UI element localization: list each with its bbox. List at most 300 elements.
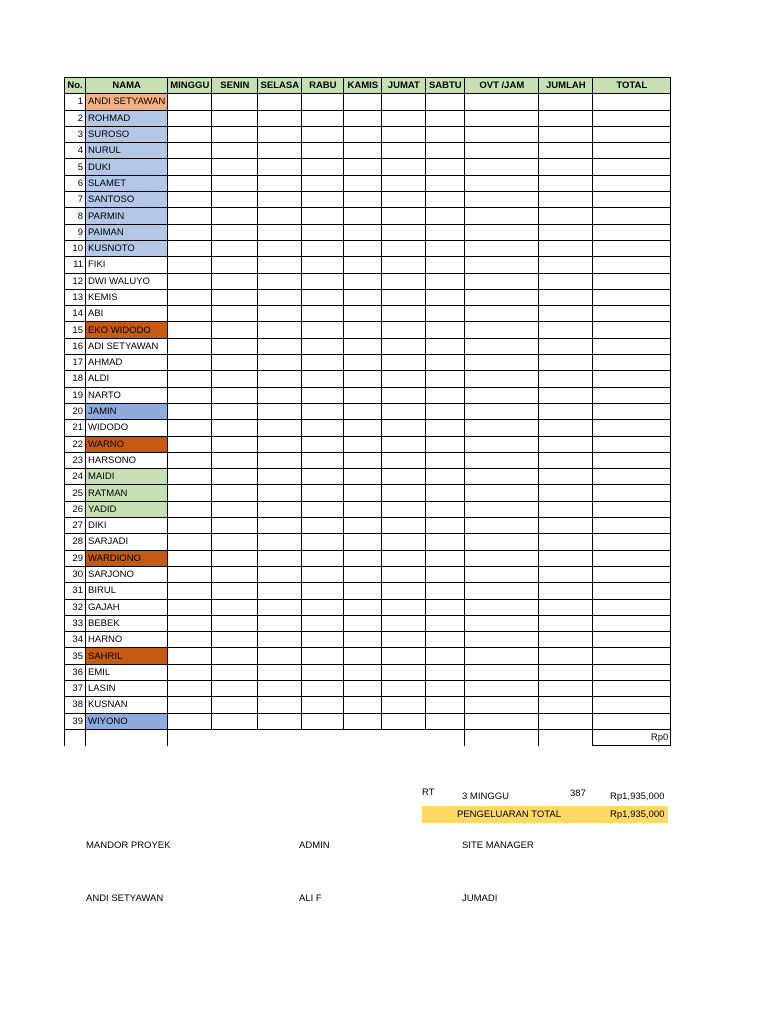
row-number[interactable]: 12	[65, 273, 86, 289]
cell-kamis[interactable]	[344, 501, 382, 517]
cell-rabu[interactable]	[302, 664, 344, 680]
cell-rabu[interactable]	[302, 648, 344, 664]
cell-minggu[interactable]	[168, 143, 212, 159]
cell-jumlah[interactable]	[539, 697, 593, 713]
cell-selasa[interactable]	[258, 240, 302, 256]
cell-total[interactable]	[593, 550, 671, 566]
row-number[interactable]: 11	[65, 257, 86, 273]
cell-selasa[interactable]	[258, 534, 302, 550]
cell-kamis[interactable]	[344, 566, 382, 582]
cell-senin[interactable]	[212, 322, 258, 338]
worker-name[interactable]: HARSONO	[86, 452, 168, 468]
header-jumlah[interactable]: JUMLAH	[539, 78, 593, 94]
cell-sabtu[interactable]	[426, 289, 465, 305]
cell-senin[interactable]	[212, 289, 258, 305]
cell-ovt-jam[interactable]	[465, 192, 539, 208]
cell-sabtu[interactable]	[426, 518, 465, 534]
cell-total[interactable]	[593, 126, 671, 142]
cell-minggu[interactable]	[168, 240, 212, 256]
cell-total[interactable]	[593, 501, 671, 517]
cell-sabtu[interactable]	[426, 501, 465, 517]
cell-selasa[interactable]	[258, 273, 302, 289]
cell-selasa[interactable]	[258, 143, 302, 159]
cell-rabu[interactable]	[302, 534, 344, 550]
cell-ovt-jam[interactable]	[465, 208, 539, 224]
cell-sabtu[interactable]	[426, 192, 465, 208]
cell-sabtu[interactable]	[426, 632, 465, 648]
cell-kamis[interactable]	[344, 403, 382, 419]
cell-sabtu[interactable]	[426, 469, 465, 485]
cell-jumat[interactable]	[382, 697, 426, 713]
cell-jumlah[interactable]	[539, 420, 593, 436]
cell-selasa[interactable]	[258, 583, 302, 599]
cell-minggu[interactable]	[168, 583, 212, 599]
cell-selasa[interactable]	[258, 713, 302, 729]
cell-total[interactable]	[593, 664, 671, 680]
row-number[interactable]: 35	[65, 648, 86, 664]
cell-kamis[interactable]	[344, 648, 382, 664]
cell-kamis[interactable]	[344, 110, 382, 126]
cell-jumlah[interactable]	[539, 338, 593, 354]
cell-jumat[interactable]	[382, 126, 426, 142]
row-number[interactable]: 38	[65, 697, 86, 713]
cell-senin[interactable]	[212, 729, 258, 745]
cell-rabu[interactable]	[302, 306, 344, 322]
cell-total[interactable]	[593, 713, 671, 729]
cell-rabu[interactable]	[302, 729, 344, 745]
cell-rabu[interactable]	[302, 452, 344, 468]
cell-kamis[interactable]	[344, 485, 382, 501]
cell-selasa[interactable]	[258, 648, 302, 664]
worker-name[interactable]: GAJAH	[86, 599, 168, 615]
cell-sabtu[interactable]	[426, 273, 465, 289]
row-number[interactable]: 24	[65, 469, 86, 485]
cell-sabtu[interactable]	[426, 159, 465, 175]
cell-rabu[interactable]	[302, 175, 344, 191]
cell-minggu[interactable]	[168, 403, 212, 419]
cell-sabtu[interactable]	[426, 713, 465, 729]
cell-total[interactable]	[593, 534, 671, 550]
cell-kamis[interactable]	[344, 550, 382, 566]
cell-ovt-jam[interactable]	[465, 273, 539, 289]
cell-jumat[interactable]	[382, 452, 426, 468]
cell-jumat[interactable]	[382, 485, 426, 501]
cell-kamis[interactable]	[344, 420, 382, 436]
cell-total[interactable]	[593, 387, 671, 403]
cell-senin[interactable]	[212, 664, 258, 680]
cell-senin[interactable]	[212, 126, 258, 142]
cell-ovt-jam[interactable]	[465, 403, 539, 419]
cell-jumlah[interactable]	[539, 469, 593, 485]
cell-sabtu[interactable]	[426, 306, 465, 322]
worker-name[interactable]: SARJONO	[86, 566, 168, 582]
cell-senin[interactable]	[212, 518, 258, 534]
cell-sabtu[interactable]	[426, 240, 465, 256]
cell-senin[interactable]	[212, 697, 258, 713]
cell-ovt-jam[interactable]	[465, 485, 539, 501]
cell-rabu[interactable]	[302, 713, 344, 729]
cell-selasa[interactable]	[258, 469, 302, 485]
row-number[interactable]: 30	[65, 566, 86, 582]
cell-senin[interactable]	[212, 713, 258, 729]
cell-jumat[interactable]	[382, 566, 426, 582]
cell-rabu[interactable]	[302, 143, 344, 159]
cell-jumlah[interactable]	[539, 485, 593, 501]
cell-jumat[interactable]	[382, 338, 426, 354]
cell-rabu[interactable]	[302, 599, 344, 615]
cell-jumat[interactable]	[382, 355, 426, 371]
cell-rabu[interactable]	[302, 680, 344, 696]
cell-ovt-jam[interactable]	[465, 501, 539, 517]
row-number[interactable]: 1	[65, 94, 86, 110]
row-number[interactable]: 13	[65, 289, 86, 305]
worker-name[interactable]: MAIDI	[86, 469, 168, 485]
cell-selasa[interactable]	[258, 452, 302, 468]
cell-jumat[interactable]	[382, 680, 426, 696]
cell-total[interactable]	[593, 599, 671, 615]
cell-kamis[interactable]	[344, 355, 382, 371]
cell-jumat[interactable]	[382, 599, 426, 615]
row-number[interactable]: 28	[65, 534, 86, 550]
header-ovt-jam[interactable]: OVT /JAM	[465, 78, 539, 94]
cell-rabu[interactable]	[302, 338, 344, 354]
cell-selasa[interactable]	[258, 420, 302, 436]
row-number[interactable]: 17	[65, 355, 86, 371]
header-senin[interactable]: SENIN	[212, 78, 258, 94]
cell-senin[interactable]	[212, 175, 258, 191]
cell-total[interactable]	[593, 306, 671, 322]
cell-senin[interactable]	[212, 615, 258, 631]
worker-name[interactable]: WARDIONO	[86, 550, 168, 566]
worker-name[interactable]: JAMIN	[86, 403, 168, 419]
cell-jumat[interactable]	[382, 208, 426, 224]
row-number[interactable]	[65, 729, 86, 745]
cell-sabtu[interactable]	[426, 355, 465, 371]
header-nama[interactable]: NAMA	[86, 78, 168, 94]
cell-jumat[interactable]	[382, 518, 426, 534]
cell-sabtu[interactable]	[426, 371, 465, 387]
cell-rabu[interactable]	[302, 518, 344, 534]
cell-rabu[interactable]	[302, 436, 344, 452]
cell-minggu[interactable]	[168, 192, 212, 208]
cell-minggu[interactable]	[168, 469, 212, 485]
cell-total[interactable]	[593, 648, 671, 664]
cell-sabtu[interactable]	[426, 224, 465, 240]
cell-jumlah[interactable]	[539, 615, 593, 631]
cell-jumat[interactable]	[382, 322, 426, 338]
cell-selasa[interactable]	[258, 192, 302, 208]
cell-total[interactable]	[593, 273, 671, 289]
cell-jumlah[interactable]	[539, 387, 593, 403]
cell-selasa[interactable]	[258, 110, 302, 126]
cell-total[interactable]	[593, 632, 671, 648]
cell-jumat[interactable]	[382, 501, 426, 517]
worker-name[interactable]	[86, 729, 168, 745]
worker-name[interactable]: SUROSO	[86, 126, 168, 142]
cell-rabu[interactable]	[302, 501, 344, 517]
cell-jumlah[interactable]	[539, 126, 593, 142]
cell-senin[interactable]	[212, 257, 258, 273]
cell-minggu[interactable]	[168, 387, 212, 403]
worker-name[interactable]: KUSNAN	[86, 697, 168, 713]
cell-total[interactable]	[593, 452, 671, 468]
cell-jumat[interactable]	[382, 729, 426, 745]
cell-total[interactable]	[593, 322, 671, 338]
cell-ovt-jam[interactable]	[465, 110, 539, 126]
cell-sabtu[interactable]	[426, 648, 465, 664]
cell-selasa[interactable]	[258, 615, 302, 631]
cell-kamis[interactable]	[344, 371, 382, 387]
cell-selasa[interactable]	[258, 518, 302, 534]
cell-minggu[interactable]	[168, 664, 212, 680]
cell-jumlah[interactable]	[539, 289, 593, 305]
grand-total-label[interactable]: PENGELUARAN TOTAL	[457, 809, 562, 820]
cell-minggu[interactable]	[168, 420, 212, 436]
cell-sabtu[interactable]	[426, 208, 465, 224]
worker-name[interactable]: SARJADI	[86, 534, 168, 550]
cell-jumlah[interactable]	[539, 143, 593, 159]
cell-rabu[interactable]	[302, 192, 344, 208]
cell-selasa[interactable]	[258, 159, 302, 175]
row-number[interactable]: 31	[65, 583, 86, 599]
cell-minggu[interactable]	[168, 338, 212, 354]
cell-jumat[interactable]	[382, 371, 426, 387]
cell-total[interactable]	[593, 485, 671, 501]
cell-selasa[interactable]	[258, 208, 302, 224]
cell-kamis[interactable]	[344, 143, 382, 159]
worker-name[interactable]: ROHMAD	[86, 110, 168, 126]
cell-sabtu[interactable]	[426, 126, 465, 142]
cell-minggu[interactable]	[168, 518, 212, 534]
cell-senin[interactable]	[212, 680, 258, 696]
worker-name[interactable]: WARNO	[86, 436, 168, 452]
cell-minggu[interactable]	[168, 273, 212, 289]
cell-rabu[interactable]	[302, 485, 344, 501]
cell-jumlah[interactable]	[539, 566, 593, 582]
cell-ovt-jam[interactable]	[465, 518, 539, 534]
row-number[interactable]: 39	[65, 713, 86, 729]
cell-sabtu[interactable]	[426, 729, 465, 745]
cell-minggu[interactable]	[168, 110, 212, 126]
weeks-label[interactable]: 3 MINGGU	[462, 791, 509, 802]
cell-senin[interactable]	[212, 403, 258, 419]
cell-jumlah[interactable]	[539, 94, 593, 110]
cell-jumat[interactable]	[382, 615, 426, 631]
cell-total[interactable]	[593, 208, 671, 224]
header-sabtu[interactable]: SABTU	[426, 78, 465, 94]
cell-kamis[interactable]	[344, 175, 382, 191]
cell-ovt-jam[interactable]	[465, 257, 539, 273]
cell-jumat[interactable]	[382, 436, 426, 452]
cell-jumat[interactable]	[382, 94, 426, 110]
cell-kamis[interactable]	[344, 192, 382, 208]
cell-rabu[interactable]	[302, 257, 344, 273]
cell-senin[interactable]	[212, 566, 258, 582]
cell-selasa[interactable]	[258, 338, 302, 354]
row-number[interactable]: 20	[65, 403, 86, 419]
cell-senin[interactable]	[212, 632, 258, 648]
cell-senin[interactable]	[212, 534, 258, 550]
cell-minggu[interactable]	[168, 729, 212, 745]
cell-jumat[interactable]	[382, 240, 426, 256]
cell-kamis[interactable]	[344, 518, 382, 534]
cell-jumlah[interactable]	[539, 680, 593, 696]
row-number[interactable]: 27	[65, 518, 86, 534]
cell-kamis[interactable]	[344, 159, 382, 175]
worker-name[interactable]: DIKI	[86, 518, 168, 534]
cell-ovt-jam[interactable]	[465, 713, 539, 729]
worker-name[interactable]: PARMIN	[86, 208, 168, 224]
cell-selasa[interactable]	[258, 94, 302, 110]
cell-total[interactable]: Rp0	[593, 729, 671, 745]
cell-jumat[interactable]	[382, 550, 426, 566]
cell-selasa[interactable]	[258, 306, 302, 322]
cell-jumlah[interactable]	[539, 208, 593, 224]
cell-jumlah[interactable]	[539, 371, 593, 387]
cell-minggu[interactable]	[168, 680, 212, 696]
cell-jumat[interactable]	[382, 143, 426, 159]
cell-kamis[interactable]	[344, 240, 382, 256]
cell-total[interactable]	[593, 436, 671, 452]
row-number[interactable]: 29	[65, 550, 86, 566]
worker-name[interactable]: DWI WALUYO	[86, 273, 168, 289]
row-number[interactable]: 36	[65, 664, 86, 680]
cell-selasa[interactable]	[258, 175, 302, 191]
worker-name[interactable]: SAHRIL	[86, 648, 168, 664]
cell-minggu[interactable]	[168, 371, 212, 387]
cell-kamis[interactable]	[344, 469, 382, 485]
cell-jumat[interactable]	[382, 110, 426, 126]
cell-selasa[interactable]	[258, 387, 302, 403]
cell-jumlah[interactable]	[539, 664, 593, 680]
cell-minggu[interactable]	[168, 485, 212, 501]
cell-selasa[interactable]	[258, 322, 302, 338]
cell-rabu[interactable]	[302, 126, 344, 142]
cell-selasa[interactable]	[258, 485, 302, 501]
cell-sabtu[interactable]	[426, 680, 465, 696]
worker-name[interactable]: FIKI	[86, 257, 168, 273]
worker-name[interactable]: LASIN	[86, 680, 168, 696]
cell-ovt-jam[interactable]	[465, 306, 539, 322]
cell-minggu[interactable]	[168, 126, 212, 142]
cell-selasa[interactable]	[258, 257, 302, 273]
worker-name[interactable]: ALDI	[86, 371, 168, 387]
cell-total[interactable]	[593, 697, 671, 713]
header-no[interactable]: No.	[65, 78, 86, 94]
cell-senin[interactable]	[212, 550, 258, 566]
cell-sabtu[interactable]	[426, 599, 465, 615]
cell-selasa[interactable]	[258, 729, 302, 745]
cell-minggu[interactable]	[168, 94, 212, 110]
cell-selasa[interactable]	[258, 371, 302, 387]
cell-jumlah[interactable]	[539, 518, 593, 534]
cell-sabtu[interactable]	[426, 485, 465, 501]
cell-jumat[interactable]	[382, 257, 426, 273]
cell-jumat[interactable]	[382, 420, 426, 436]
cell-senin[interactable]	[212, 224, 258, 240]
weeks-total[interactable]: Rp1,935,000	[610, 791, 665, 802]
cell-sabtu[interactable]	[426, 664, 465, 680]
worker-name[interactable]: HARNO	[86, 632, 168, 648]
cell-selasa[interactable]	[258, 403, 302, 419]
cell-senin[interactable]	[212, 387, 258, 403]
cell-selasa[interactable]	[258, 566, 302, 582]
worker-name[interactable]: KUSNOTO	[86, 240, 168, 256]
cell-selasa[interactable]	[258, 550, 302, 566]
worker-name[interactable]: BEBEK	[86, 615, 168, 631]
cell-jumat[interactable]	[382, 664, 426, 680]
cell-minggu[interactable]	[168, 501, 212, 517]
cell-kamis[interactable]	[344, 534, 382, 550]
cell-kamis[interactable]	[344, 322, 382, 338]
cell-jumlah[interactable]	[539, 192, 593, 208]
row-number[interactable]: 14	[65, 306, 86, 322]
cell-rabu[interactable]	[302, 371, 344, 387]
cell-jumat[interactable]	[382, 534, 426, 550]
row-number[interactable]: 21	[65, 420, 86, 436]
worker-name[interactable]: KEMIS	[86, 289, 168, 305]
cell-ovt-jam[interactable]	[465, 224, 539, 240]
cell-jumat[interactable]	[382, 289, 426, 305]
cell-sabtu[interactable]	[426, 94, 465, 110]
row-number[interactable]: 22	[65, 436, 86, 452]
cell-sabtu[interactable]	[426, 338, 465, 354]
cell-total[interactable]	[593, 518, 671, 534]
cell-senin[interactable]	[212, 452, 258, 468]
cell-kamis[interactable]	[344, 273, 382, 289]
row-number[interactable]: 10	[65, 240, 86, 256]
cell-senin[interactable]	[212, 648, 258, 664]
cell-ovt-jam[interactable]	[465, 583, 539, 599]
row-number[interactable]: 8	[65, 208, 86, 224]
cell-selasa[interactable]	[258, 697, 302, 713]
cell-jumlah[interactable]	[539, 583, 593, 599]
cell-kamis[interactable]	[344, 338, 382, 354]
worker-name[interactable]: YADID	[86, 501, 168, 517]
row-number[interactable]: 2	[65, 110, 86, 126]
cell-jumat[interactable]	[382, 632, 426, 648]
row-number[interactable]: 6	[65, 175, 86, 191]
cell-kamis[interactable]	[344, 583, 382, 599]
cell-kamis[interactable]	[344, 289, 382, 305]
worker-name[interactable]: ABI	[86, 306, 168, 322]
cell-rabu[interactable]	[302, 159, 344, 175]
worker-name[interactable]: ADI SETYAWAN	[86, 338, 168, 354]
cell-minggu[interactable]	[168, 175, 212, 191]
cell-rabu[interactable]	[302, 289, 344, 305]
cell-ovt-jam[interactable]	[465, 615, 539, 631]
header-selasa[interactable]: SELASA	[258, 78, 302, 94]
cell-total[interactable]	[593, 175, 671, 191]
cell-rabu[interactable]	[302, 208, 344, 224]
cell-senin[interactable]	[212, 599, 258, 615]
cell-senin[interactable]	[212, 306, 258, 322]
cell-senin[interactable]	[212, 469, 258, 485]
worker-name[interactable]: RATMAN	[86, 485, 168, 501]
cell-jumat[interactable]	[382, 192, 426, 208]
cell-total[interactable]	[593, 583, 671, 599]
cell-kamis[interactable]	[344, 387, 382, 403]
cell-total[interactable]	[593, 110, 671, 126]
cell-sabtu[interactable]	[426, 175, 465, 191]
cell-sabtu[interactable]	[426, 387, 465, 403]
cell-senin[interactable]	[212, 240, 258, 256]
cell-ovt-jam[interactable]	[465, 371, 539, 387]
worker-name[interactable]: ANDI SETYAWAN	[86, 94, 168, 110]
row-number[interactable]: 16	[65, 338, 86, 354]
worker-name[interactable]: WIDODO	[86, 420, 168, 436]
cell-jumlah[interactable]	[539, 306, 593, 322]
